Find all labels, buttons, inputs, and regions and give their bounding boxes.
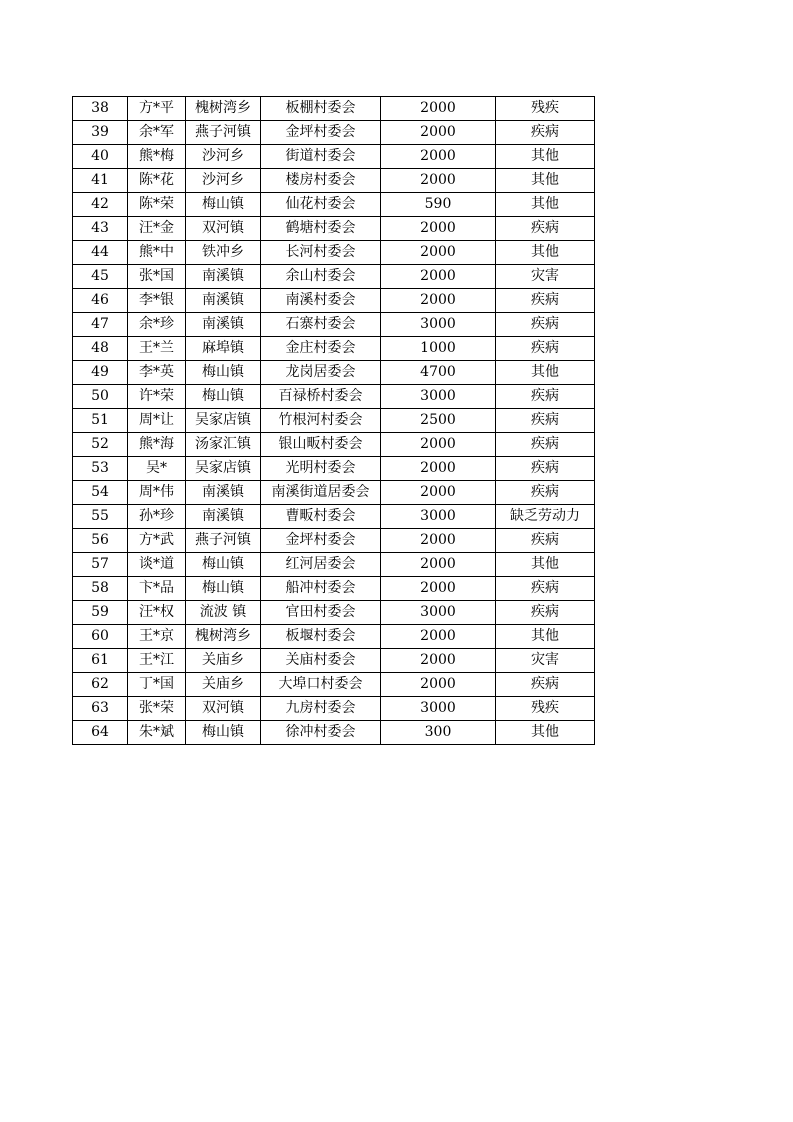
amount-cell: 2000 — [381, 265, 496, 289]
village-cell: 楼房村委会 — [261, 169, 381, 193]
table-row — [73, 529, 595, 553]
name-cell: 王*兰 — [128, 337, 186, 361]
town-cell: 关庙乡 — [186, 673, 261, 697]
amount-cell: 2000 — [381, 529, 496, 553]
name-cell: 陈*荣 — [128, 193, 186, 217]
town-cell: 燕子河镇 — [186, 121, 261, 145]
reason-cell: 缺乏劳动力 — [496, 505, 595, 529]
amount-cell: 3000 — [381, 313, 496, 337]
town-cell: 吴家店镇 — [186, 457, 261, 481]
village-cell: 街道村委会 — [261, 145, 381, 169]
table-row — [73, 553, 595, 577]
town-cell: 汤家汇镇 — [186, 433, 261, 457]
reason-cell: 其他 — [496, 721, 595, 745]
table-row — [73, 601, 595, 625]
village-cell: 南溪村委会 — [261, 289, 381, 313]
name-cell: 许*荣 — [128, 385, 186, 409]
name-cell: 熊*海 — [128, 433, 186, 457]
village-cell: 石寨村委会 — [261, 313, 381, 337]
table-row — [73, 577, 595, 601]
amount-cell: 3000 — [381, 385, 496, 409]
row-number-cell: 46 — [73, 289, 128, 313]
town-cell: 南溪镇 — [186, 481, 261, 505]
table-row — [73, 265, 595, 289]
name-cell: 吴* — [128, 457, 186, 481]
village-cell: 曹畈村委会 — [261, 505, 381, 529]
village-cell: 红河居委会 — [261, 553, 381, 577]
name-cell: 张*国 — [128, 265, 186, 289]
reason-cell: 疾病 — [496, 529, 595, 553]
table-row — [73, 361, 595, 385]
row-number-cell: 42 — [73, 193, 128, 217]
town-cell: 双河镇 — [186, 697, 261, 721]
amount-cell: 1000 — [381, 337, 496, 361]
amount-cell: 2000 — [381, 217, 496, 241]
table-row — [73, 241, 595, 265]
village-cell: 官田村委会 — [261, 601, 381, 625]
name-cell: 熊*中 — [128, 241, 186, 265]
reason-cell: 残疾 — [496, 97, 595, 121]
table-row — [73, 313, 595, 337]
name-cell: 孙*珍 — [128, 505, 186, 529]
name-cell: 周*伟 — [128, 481, 186, 505]
reason-cell: 灾害 — [496, 265, 595, 289]
reason-cell: 残疾 — [496, 697, 595, 721]
table-row — [73, 481, 595, 505]
table-row — [73, 385, 595, 409]
row-number-cell: 63 — [73, 697, 128, 721]
village-cell: 板棚村委会 — [261, 97, 381, 121]
table-row — [73, 505, 595, 529]
reason-cell: 疾病 — [496, 577, 595, 601]
name-cell: 王*江 — [128, 649, 186, 673]
row-number-cell: 55 — [73, 505, 128, 529]
town-cell: 梅山镇 — [186, 577, 261, 601]
name-cell: 谈*道 — [128, 553, 186, 577]
table-row — [73, 673, 595, 697]
village-cell: 银山畈村委会 — [261, 433, 381, 457]
row-number-cell: 47 — [73, 313, 128, 337]
reason-cell: 疾病 — [496, 289, 595, 313]
town-cell: 梅山镇 — [186, 193, 261, 217]
town-cell: 槐树湾乡 — [186, 625, 261, 649]
name-cell: 李*英 — [128, 361, 186, 385]
amount-cell: 4700 — [381, 361, 496, 385]
table-row — [73, 337, 595, 361]
town-cell: 吴家店镇 — [186, 409, 261, 433]
amount-cell: 590 — [381, 193, 496, 217]
town-cell: 梅山镇 — [186, 361, 261, 385]
table-row — [73, 97, 595, 121]
town-cell: 关庙乡 — [186, 649, 261, 673]
row-number-cell: 54 — [73, 481, 128, 505]
village-cell: 百禄桥村委会 — [261, 385, 381, 409]
reason-cell: 疾病 — [496, 385, 595, 409]
row-number-cell: 49 — [73, 361, 128, 385]
table-row — [73, 721, 595, 745]
reason-cell: 灾害 — [496, 649, 595, 673]
row-number-cell: 44 — [73, 241, 128, 265]
amount-cell: 2000 — [381, 169, 496, 193]
name-cell: 张*荣 — [128, 697, 186, 721]
amount-cell: 2000 — [381, 145, 496, 169]
reason-cell: 疾病 — [496, 433, 595, 457]
name-cell: 丁*国 — [128, 673, 186, 697]
village-cell: 南溪街道居委会 — [261, 481, 381, 505]
assistance-table — [72, 96, 595, 745]
row-number-cell: 52 — [73, 433, 128, 457]
row-number-cell: 39 — [73, 121, 128, 145]
reason-cell: 疾病 — [496, 601, 595, 625]
name-cell: 周*让 — [128, 409, 186, 433]
name-cell: 余*珍 — [128, 313, 186, 337]
reason-cell: 疾病 — [496, 481, 595, 505]
row-number-cell: 48 — [73, 337, 128, 361]
village-cell: 金坪村委会 — [261, 529, 381, 553]
village-cell: 龙岗居委会 — [261, 361, 381, 385]
name-cell: 王*京 — [128, 625, 186, 649]
name-cell: 卞*品 — [128, 577, 186, 601]
amount-cell: 2000 — [381, 121, 496, 145]
town-cell: 南溪镇 — [186, 505, 261, 529]
amount-cell: 2000 — [381, 457, 496, 481]
name-cell: 方*平 — [128, 97, 186, 121]
table-row — [73, 697, 595, 721]
row-number-cell: 53 — [73, 457, 128, 481]
town-cell: 南溪镇 — [186, 289, 261, 313]
amount-cell: 2000 — [381, 289, 496, 313]
table-body — [73, 97, 595, 745]
amount-cell: 2500 — [381, 409, 496, 433]
table-row — [73, 625, 595, 649]
name-cell: 朱*斌 — [128, 721, 186, 745]
row-number-cell: 61 — [73, 649, 128, 673]
row-number-cell: 60 — [73, 625, 128, 649]
name-cell: 李*银 — [128, 289, 186, 313]
name-cell: 陈*花 — [128, 169, 186, 193]
row-number-cell: 45 — [73, 265, 128, 289]
row-number-cell: 50 — [73, 385, 128, 409]
town-cell: 流波 镇 — [186, 601, 261, 625]
row-number-cell: 56 — [73, 529, 128, 553]
reason-cell: 疾病 — [496, 409, 595, 433]
reason-cell: 疾病 — [496, 121, 595, 145]
amount-cell: 2000 — [381, 625, 496, 649]
amount-cell: 3000 — [381, 697, 496, 721]
reason-cell: 疾病 — [496, 673, 595, 697]
reason-cell: 其他 — [496, 625, 595, 649]
reason-cell: 其他 — [496, 553, 595, 577]
name-cell: 方*武 — [128, 529, 186, 553]
table-row — [73, 409, 595, 433]
table-row — [73, 193, 595, 217]
village-cell: 长河村委会 — [261, 241, 381, 265]
row-number-cell: 51 — [73, 409, 128, 433]
amount-cell: 2000 — [381, 577, 496, 601]
village-cell: 仙花村委会 — [261, 193, 381, 217]
town-cell: 梅山镇 — [186, 553, 261, 577]
name-cell: 汪*金 — [128, 217, 186, 241]
reason-cell: 疾病 — [496, 337, 595, 361]
table-row — [73, 289, 595, 313]
name-cell: 余*军 — [128, 121, 186, 145]
village-cell: 关庙村委会 — [261, 649, 381, 673]
amount-cell: 3000 — [381, 505, 496, 529]
village-cell: 光明村委会 — [261, 457, 381, 481]
amount-cell: 2000 — [381, 97, 496, 121]
village-cell: 金庄村委会 — [261, 337, 381, 361]
row-number-cell: 43 — [73, 217, 128, 241]
table-row — [73, 433, 595, 457]
village-cell: 竹根河村委会 — [261, 409, 381, 433]
village-cell: 船冲村委会 — [261, 577, 381, 601]
village-cell: 大埠口村委会 — [261, 673, 381, 697]
table-row — [73, 217, 595, 241]
town-cell: 槐树湾乡 — [186, 97, 261, 121]
village-cell: 九房村委会 — [261, 697, 381, 721]
row-number-cell: 41 — [73, 169, 128, 193]
table-row — [73, 145, 595, 169]
table-row — [73, 649, 595, 673]
name-cell: 汪*权 — [128, 601, 186, 625]
amount-cell: 3000 — [381, 601, 496, 625]
table-row — [73, 169, 595, 193]
town-cell: 梅山镇 — [186, 721, 261, 745]
town-cell: 梅山镇 — [186, 385, 261, 409]
row-number-cell: 58 — [73, 577, 128, 601]
table-row — [73, 121, 595, 145]
name-cell: 熊*梅 — [128, 145, 186, 169]
town-cell: 南溪镇 — [186, 313, 261, 337]
village-cell: 板堰村委会 — [261, 625, 381, 649]
town-cell: 沙河乡 — [186, 169, 261, 193]
reason-cell: 疾病 — [496, 313, 595, 337]
reason-cell: 疾病 — [496, 217, 595, 241]
amount-cell: 2000 — [381, 481, 496, 505]
town-cell: 双河镇 — [186, 217, 261, 241]
amount-cell: 300 — [381, 721, 496, 745]
row-number-cell: 64 — [73, 721, 128, 745]
amount-cell: 2000 — [381, 553, 496, 577]
reason-cell: 其他 — [496, 361, 595, 385]
town-cell: 南溪镇 — [186, 265, 261, 289]
row-number-cell: 40 — [73, 145, 128, 169]
amount-cell: 2000 — [381, 241, 496, 265]
reason-cell: 疾病 — [496, 457, 595, 481]
amount-cell: 2000 — [381, 433, 496, 457]
row-number-cell: 62 — [73, 673, 128, 697]
village-cell: 金坪村委会 — [261, 121, 381, 145]
row-number-cell: 59 — [73, 601, 128, 625]
amount-cell: 2000 — [381, 673, 496, 697]
table-row — [73, 457, 595, 481]
village-cell: 鹤塘村委会 — [261, 217, 381, 241]
reason-cell: 其他 — [496, 193, 595, 217]
reason-cell: 其他 — [496, 169, 595, 193]
town-cell: 铁冲乡 — [186, 241, 261, 265]
reason-cell: 其他 — [496, 145, 595, 169]
town-cell: 麻埠镇 — [186, 337, 261, 361]
row-number-cell: 57 — [73, 553, 128, 577]
row-number-cell: 38 — [73, 97, 128, 121]
town-cell: 燕子河镇 — [186, 529, 261, 553]
reason-cell: 其他 — [496, 241, 595, 265]
amount-cell: 2000 — [381, 649, 496, 673]
village-cell: 余山村委会 — [261, 265, 381, 289]
village-cell: 徐冲村委会 — [261, 721, 381, 745]
town-cell: 沙河乡 — [186, 145, 261, 169]
